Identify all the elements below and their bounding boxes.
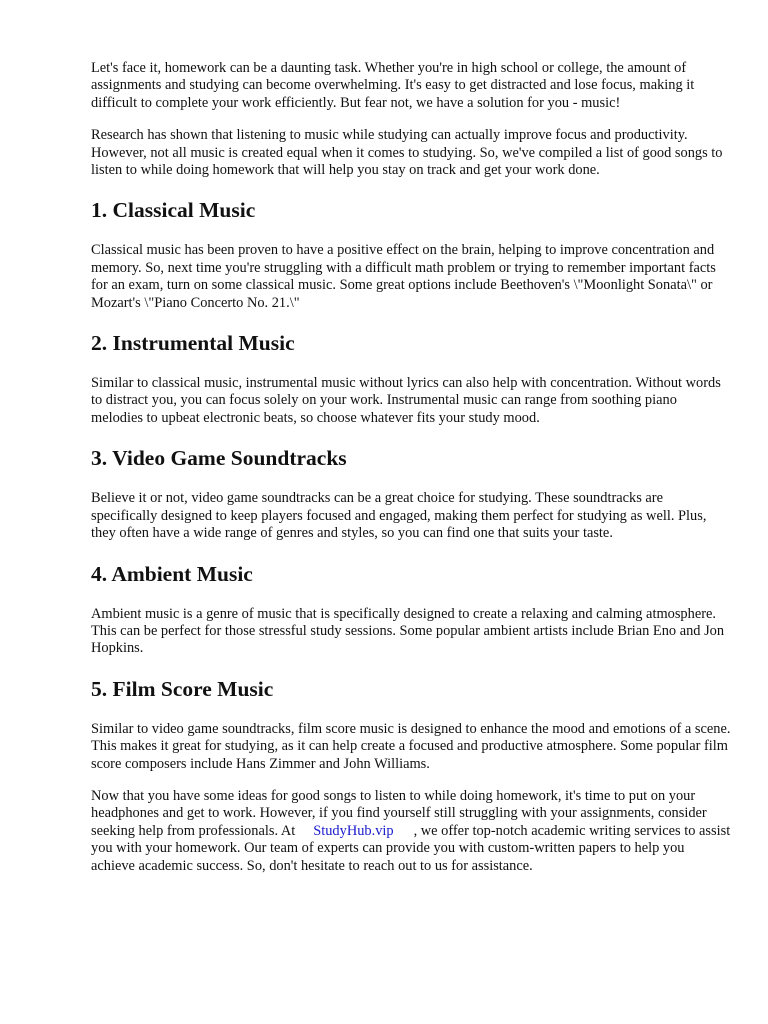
document-page bbox=[91, 60, 731, 890]
section-heading-video-game: 3. Video Game Soundtracks bbox=[91, 446, 347, 471]
section-heading-film-score: 5. Film Score Music bbox=[91, 676, 274, 701]
studyhub-link[interactable]: StudyHub.vip bbox=[313, 822, 394, 839]
intro-paragraph-1: Let's face it, homework can be a daunting task. Whether you're in high school or college, the amount of assignments and studying can become overwhelming. It's easy to get distracted and lose focus, making it difficult to complete your work efficiently. But fear not, we have a solution for you - music! bbox=[91, 60, 695, 111]
section-body-ambient: Ambient music is a genre of music that is specifically designed to create a relaxing and calming atmosphere. This can be perfect for those stressful study sessions. Some popular ambient artists include Brian Eno and Jon Hopkins. bbox=[91, 605, 725, 657]
closing-text-before-link: Now that you have some ideas for good songs to listen to while doing homework, it's time to put on your headphones and get to work. However, if you find yourself still struggling with your assignments, consider seeking help from professionals. At bbox=[91, 787, 707, 839]
section-body-instrumental: Similar to classical music, instrumental music without lyrics can also help with concentration. Without words to distract you, you can focus solely on your work. Instrumental music can range from soothing piano melodies to upbeat electronic beats, so choose whatever fits your study mood. bbox=[91, 375, 721, 426]
section-body-film-score: Similar to video game soundtracks, film score music is designed to enhance the mood and emotions of a scene. This makes it great for studying, as it can help create a focused and productive atmosphere. Some popular film score composers include Hans Zimmer and John Williams. bbox=[91, 720, 731, 772]
section-body-classical: Classical music has been proven to have a positive effect on the brain, helping to improve concentration and memory. So, next time you're struggling with a difficult math problem or trying to remember important facts for an exam, turn on some classical music. Some great options include Beethoven's \"Moonlight Sonata\" or Mozart's \"Piano Concerto No. 21.\" bbox=[91, 242, 716, 311]
intro-paragraph-2: Research has shown that listening to music while studying can actually improve focus and productivity. However, not all music is created equal when it comes to studying. So, we've compiled a list of good songs to listen to while doing homework that will help you stay on track and get your work done. bbox=[91, 127, 723, 179]
closing-paragraph bbox=[91, 788, 731, 875]
section-heading-instrumental: 2. Instrumental Music bbox=[91, 331, 295, 356]
section-heading-ambient: 4. Ambient Music bbox=[91, 561, 253, 586]
section-body-video-game: Believe it or not, video game soundtracks can be a great choice for studying. These soundtracks are specifically designed to keep players focused and engaged, making them perfect for studying as well. Plus, they often have a wide range of genres and styles, so you can find one that suits your taste. bbox=[91, 490, 707, 542]
closing-text-after-link: , we offer top-notch academic writing services to assist you with your homework. Our team of experts can provide you with custom-written papers to help you achieve academic success. So, don't hesitate to reach out to us for assistance. bbox=[91, 822, 731, 874]
section-heading-classical: 1. Classical Music bbox=[91, 198, 256, 223]
